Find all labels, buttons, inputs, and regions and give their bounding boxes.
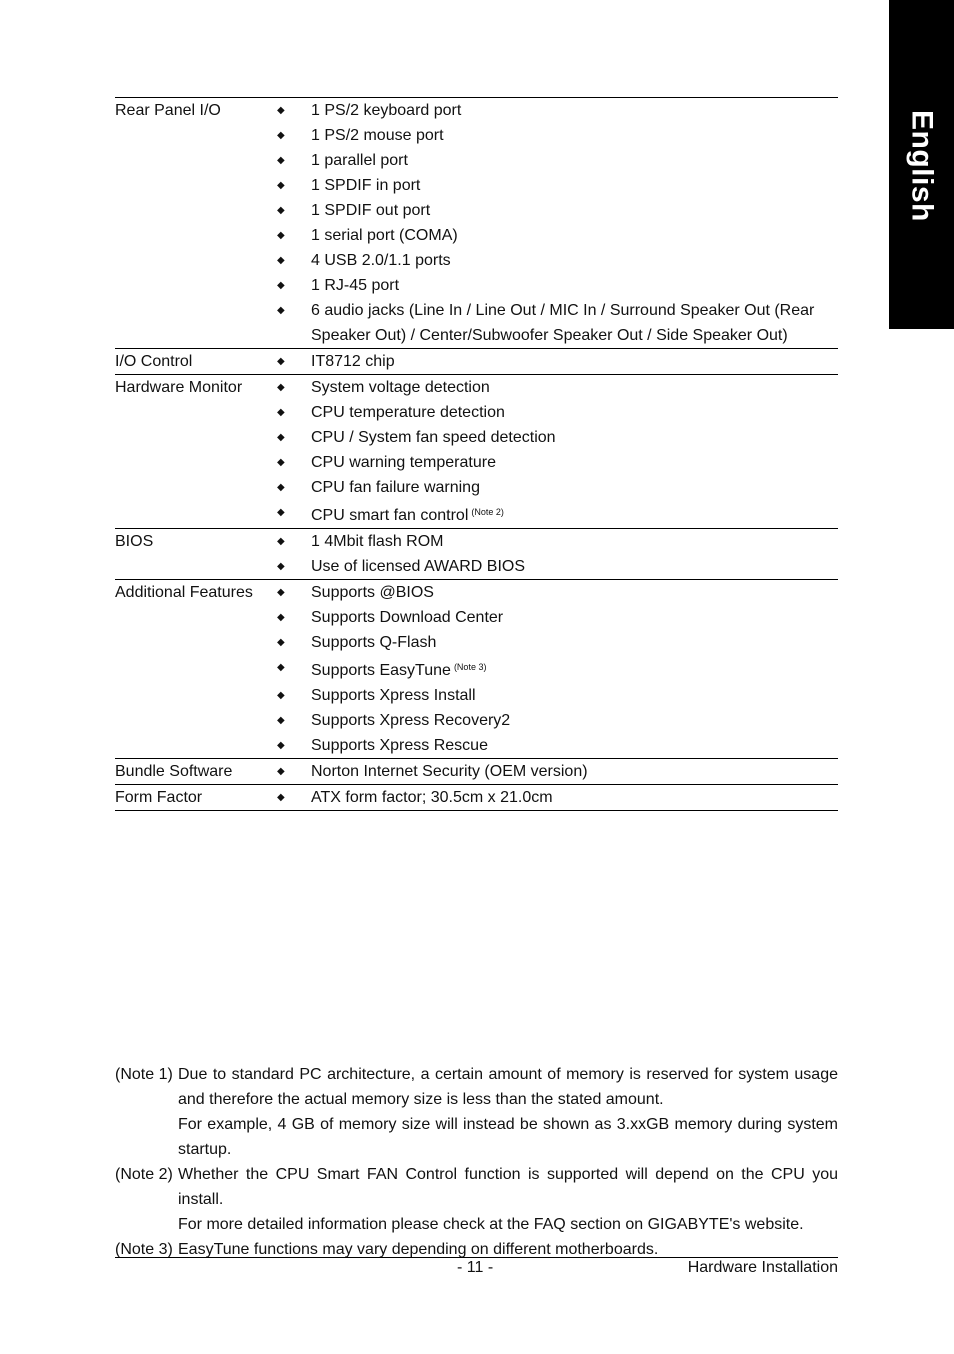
spec-item-label: Supports Xpress Install (311, 687, 476, 704)
spec-item-label: Supports Xpress Rescue (311, 737, 488, 754)
notes-section (115, 1062, 838, 1262)
spec-item-label: Use of licensed AWARD BIOS (311, 558, 525, 575)
spec-item-list (275, 759, 838, 784)
diamond-bullet-icon: ◆ (277, 792, 285, 803)
list-item (275, 759, 838, 784)
diamond-bullet-icon: ◆ (277, 432, 285, 443)
diamond-bullet-icon: ◆ (277, 507, 285, 518)
list-item (275, 529, 838, 554)
list-item (275, 98, 838, 123)
spec-row (115, 759, 838, 785)
spec-item-text (311, 500, 838, 528)
spec-item-text (311, 529, 838, 554)
diamond-bullet-icon: ◆ (277, 457, 285, 468)
spec-item-label: CPU smart fan control (311, 507, 469, 524)
spec-item-label: 1 serial port (COMA) (311, 227, 458, 244)
spec-item-text (311, 759, 838, 784)
list-item (275, 298, 838, 348)
list-item (275, 223, 838, 248)
diamond-bullet-icon: ◆ (277, 715, 285, 726)
spec-item-text (311, 733, 838, 758)
spec-item-label: Supports Download Center (311, 609, 504, 626)
spec-item-label: 1 SPDIF in port (311, 177, 421, 194)
diamond-bullet-icon: ◆ (277, 536, 285, 547)
spec-label: Additional Features (115, 584, 253, 601)
page-number: - 11 - (457, 1259, 494, 1276)
spec-item-label: 1 4Mbit flash ROM (311, 533, 444, 550)
spec-item-text (311, 450, 838, 475)
diamond-bullet-icon: ◆ (277, 740, 285, 751)
list-item (275, 475, 838, 500)
spec-item-label: System voltage detection (311, 379, 490, 396)
spec-item-label: Supports @BIOS (311, 584, 434, 601)
spec-row (115, 98, 838, 349)
note-paragraph: EasyTune functions may vary depending on different motherboards. (178, 1241, 659, 1258)
language-tab (889, 0, 954, 329)
diamond-bullet-icon: ◆ (277, 382, 285, 393)
note-reference: (Note 2) (471, 507, 504, 517)
diamond-bullet-icon: ◆ (277, 230, 285, 241)
note-label: (Note 3) (115, 1241, 173, 1258)
spec-item-label: Supports Xpress Recovery2 (311, 712, 511, 729)
diamond-bullet-icon: ◆ (277, 612, 285, 623)
spec-label: Hardware Monitor (115, 379, 243, 396)
spec-table (115, 97, 838, 811)
diamond-bullet-icon: ◆ (277, 561, 285, 572)
spec-item-list (275, 349, 838, 374)
spec-item-label: CPU / System fan speed detection (311, 429, 556, 446)
diamond-bullet-icon: ◆ (277, 155, 285, 166)
spec-item-label: 1 SPDIF out port (311, 202, 431, 219)
note (115, 1162, 838, 1237)
spec-item-text (311, 708, 838, 733)
spec-item-text (311, 785, 838, 810)
diamond-bullet-icon: ◆ (277, 407, 285, 418)
spec-item-label: CPU temperature detection (311, 404, 505, 421)
spec-item-text (311, 554, 838, 579)
list-item (275, 708, 838, 733)
spec-row (115, 529, 838, 580)
note-body (178, 1062, 838, 1162)
spec-item-label: ATX form factor; 30.5cm x 21.0cm (311, 789, 553, 806)
list-item (275, 580, 838, 605)
spec-label: I/O Control (115, 353, 193, 370)
list-item (275, 273, 838, 298)
note-label: (Note 1) (115, 1066, 173, 1083)
spec-item-text (311, 475, 838, 500)
spec-item-text (311, 123, 838, 148)
diamond-bullet-icon: ◆ (277, 130, 285, 141)
list-item (275, 148, 838, 173)
spec-row (115, 349, 838, 375)
spec-item-text (311, 298, 838, 348)
page-footer (115, 1257, 838, 1282)
spec-item-text (311, 148, 838, 173)
list-item (275, 630, 838, 655)
diamond-bullet-icon: ◆ (277, 356, 285, 367)
spec-row (115, 785, 838, 811)
list-item (275, 785, 838, 810)
spec-row (115, 375, 838, 529)
spec-item-text (311, 223, 838, 248)
spec-item-label: 6 audio jacks (Line In / Line Out / MIC In / Surround Speaker Out (Rear Speaker Out) / Center/Subwoofer Speaker Out / Side Speaker Out) (311, 302, 815, 344)
diamond-bullet-icon: ◆ (277, 280, 285, 291)
diamond-bullet-icon: ◆ (277, 482, 285, 493)
diamond-bullet-icon: ◆ (277, 766, 285, 777)
list-item (275, 733, 838, 758)
list-item (275, 375, 838, 400)
spec-item-list (275, 580, 838, 758)
list-item (275, 173, 838, 198)
spec-item-label: 4 USB 2.0/1.1 ports (311, 252, 451, 269)
note-paragraph: For example, 4 GB of memory size will instead be shown as 3.xxGB memory during system startup. (178, 1116, 838, 1158)
spec-item-label: Supports EasyTune (311, 662, 451, 679)
spec-item-label: 1 RJ-45 port (311, 277, 400, 294)
note-paragraph: Due to standard PC architecture, a certain amount of memory is reserved for system usage and therefore the actual memory size is less than the stated amount. (178, 1066, 838, 1108)
spec-item-list (275, 529, 838, 579)
diamond-bullet-icon: ◆ (277, 180, 285, 191)
note-reference: (Note 3) (453, 662, 487, 672)
note-paragraph: For more detailed information please check at the FAQ section on GIGABYTE's website. (178, 1216, 804, 1233)
spec-item-label: Norton Internet Security (OEM version) (311, 763, 588, 780)
spec-row (115, 580, 838, 759)
spec-item-text (311, 655, 838, 683)
list-item (275, 248, 838, 273)
diamond-bullet-icon: ◆ (277, 690, 285, 701)
diamond-bullet-icon: ◆ (277, 305, 285, 316)
spec-item-label: 1 PS/2 keyboard port (311, 102, 462, 119)
spec-item-text (311, 605, 838, 630)
spec-label: Form Factor (115, 789, 203, 806)
note (115, 1062, 838, 1162)
list-item (275, 655, 838, 683)
spec-label: Rear Panel I/O (115, 102, 221, 119)
note-body (178, 1162, 838, 1237)
diamond-bullet-icon: ◆ (277, 637, 285, 648)
language-tab-label: English (905, 110, 939, 222)
spec-item-list (275, 785, 838, 810)
spec-item-label: CPU fan failure warning (311, 479, 480, 496)
spec-item-text (311, 173, 838, 198)
spec-label: Bundle Software (115, 763, 233, 780)
spec-item-label: Supports Q-Flash (311, 634, 437, 651)
diamond-bullet-icon: ◆ (277, 105, 285, 116)
spec-item-text (311, 400, 838, 425)
spec-item-text (311, 273, 838, 298)
spec-item-text (311, 98, 838, 123)
spec-item-text (311, 248, 838, 273)
spec-item-label: 1 parallel port (311, 152, 408, 169)
spec-item-list (275, 375, 838, 528)
note-label: (Note 2) (115, 1166, 173, 1183)
list-item (275, 500, 838, 528)
list-item (275, 123, 838, 148)
list-item (275, 349, 838, 374)
spec-label: BIOS (115, 533, 154, 550)
diamond-bullet-icon: ◆ (277, 587, 285, 598)
diamond-bullet-icon: ◆ (277, 255, 285, 266)
list-item (275, 683, 838, 708)
spec-item-text (311, 580, 838, 605)
diamond-bullet-icon: ◆ (277, 662, 285, 673)
spec-item-text (311, 375, 838, 400)
list-item (275, 554, 838, 579)
section-name: Hardware Installation (687, 1259, 838, 1276)
diamond-bullet-icon: ◆ (277, 205, 285, 216)
spec-item-list (275, 98, 838, 348)
list-item (275, 450, 838, 475)
spec-item-text (311, 198, 838, 223)
list-item (275, 605, 838, 630)
list-item (275, 198, 838, 223)
spec-item-text (311, 630, 838, 655)
spec-item-label: IT8712 chip (311, 353, 395, 370)
spec-item-text (311, 425, 838, 450)
spec-item-label: 1 PS/2 mouse port (311, 127, 444, 144)
spec-item-text (311, 683, 838, 708)
spec-item-text (311, 349, 838, 374)
list-item (275, 425, 838, 450)
spec-item-label: CPU warning temperature (311, 454, 496, 471)
note-paragraph: Whether the CPU Smart FAN Control function is supported will depend on the CPU you install. (178, 1166, 838, 1208)
list-item (275, 400, 838, 425)
